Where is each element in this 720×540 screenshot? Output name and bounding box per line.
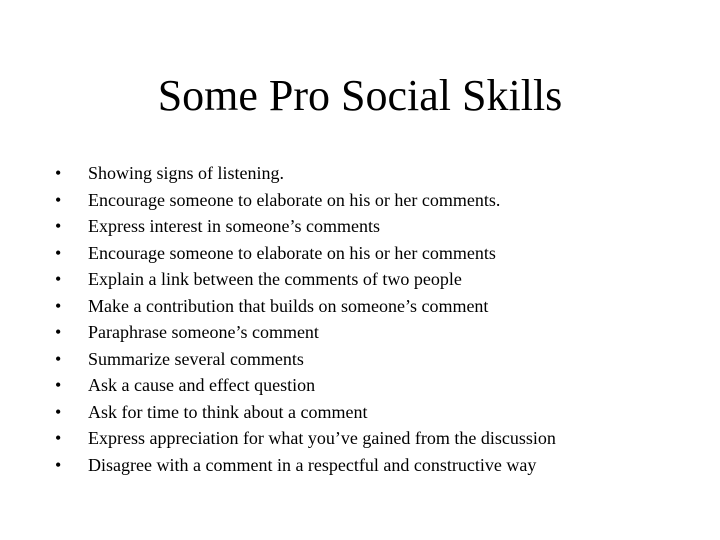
list-item-text: Summarize several comments [88, 348, 304, 369]
list-item-text: Make a contribution that builds on someone’s comment [88, 295, 489, 316]
bullet-icon: • [55, 163, 62, 183]
list-item [55, 399, 695, 426]
list-item [55, 266, 695, 293]
bullet-icon: • [55, 269, 62, 289]
list-item-text: Encourage someone to elaborate on his or her comments [88, 242, 496, 263]
list-item [55, 425, 695, 452]
slide-title: Some Pro Social Skills [157, 71, 563, 120]
bullet-icon: • [55, 348, 62, 369]
bullet-icon: • [55, 295, 62, 316]
list-item [55, 187, 695, 214]
list-item-text: Disagree with a comment in a respectful and constructive way [88, 454, 537, 475]
list-item [55, 160, 695, 187]
bullet-icon: • [55, 428, 62, 448]
bullet-icon: • [55, 322, 62, 342]
list-item [55, 346, 695, 373]
list-item-text: Ask for time to think about a comment [88, 401, 368, 422]
list-item-text: Showing signs of listening. [88, 163, 285, 183]
list-item [55, 319, 695, 346]
list-item [55, 293, 695, 320]
bullet-icon: • [55, 454, 62, 475]
list-item [55, 452, 695, 479]
list-item [55, 372, 695, 399]
list-item-text: Ask a cause and effect question [88, 375, 316, 395]
bullet-icon: • [55, 189, 62, 210]
list-item-text: Express appreciation for what you’ve gained from the discussion [88, 428, 556, 448]
list-item [55, 213, 695, 240]
bullet-list [55, 160, 695, 478]
list-item-text: Encourage someone to elaborate on his or her comments. [88, 189, 501, 210]
list-item-text: Explain a link between the comments of two people [88, 269, 462, 289]
bullet-icon: • [55, 401, 62, 422]
bullet-icon: • [55, 242, 62, 263]
list-item-text: Paraphrase someone’s comment [88, 322, 319, 342]
list-item [55, 240, 695, 267]
bullet-icon: • [55, 375, 62, 395]
list-item-text: Express interest in someone’s comments [88, 216, 380, 236]
bullet-icon: • [55, 216, 62, 236]
